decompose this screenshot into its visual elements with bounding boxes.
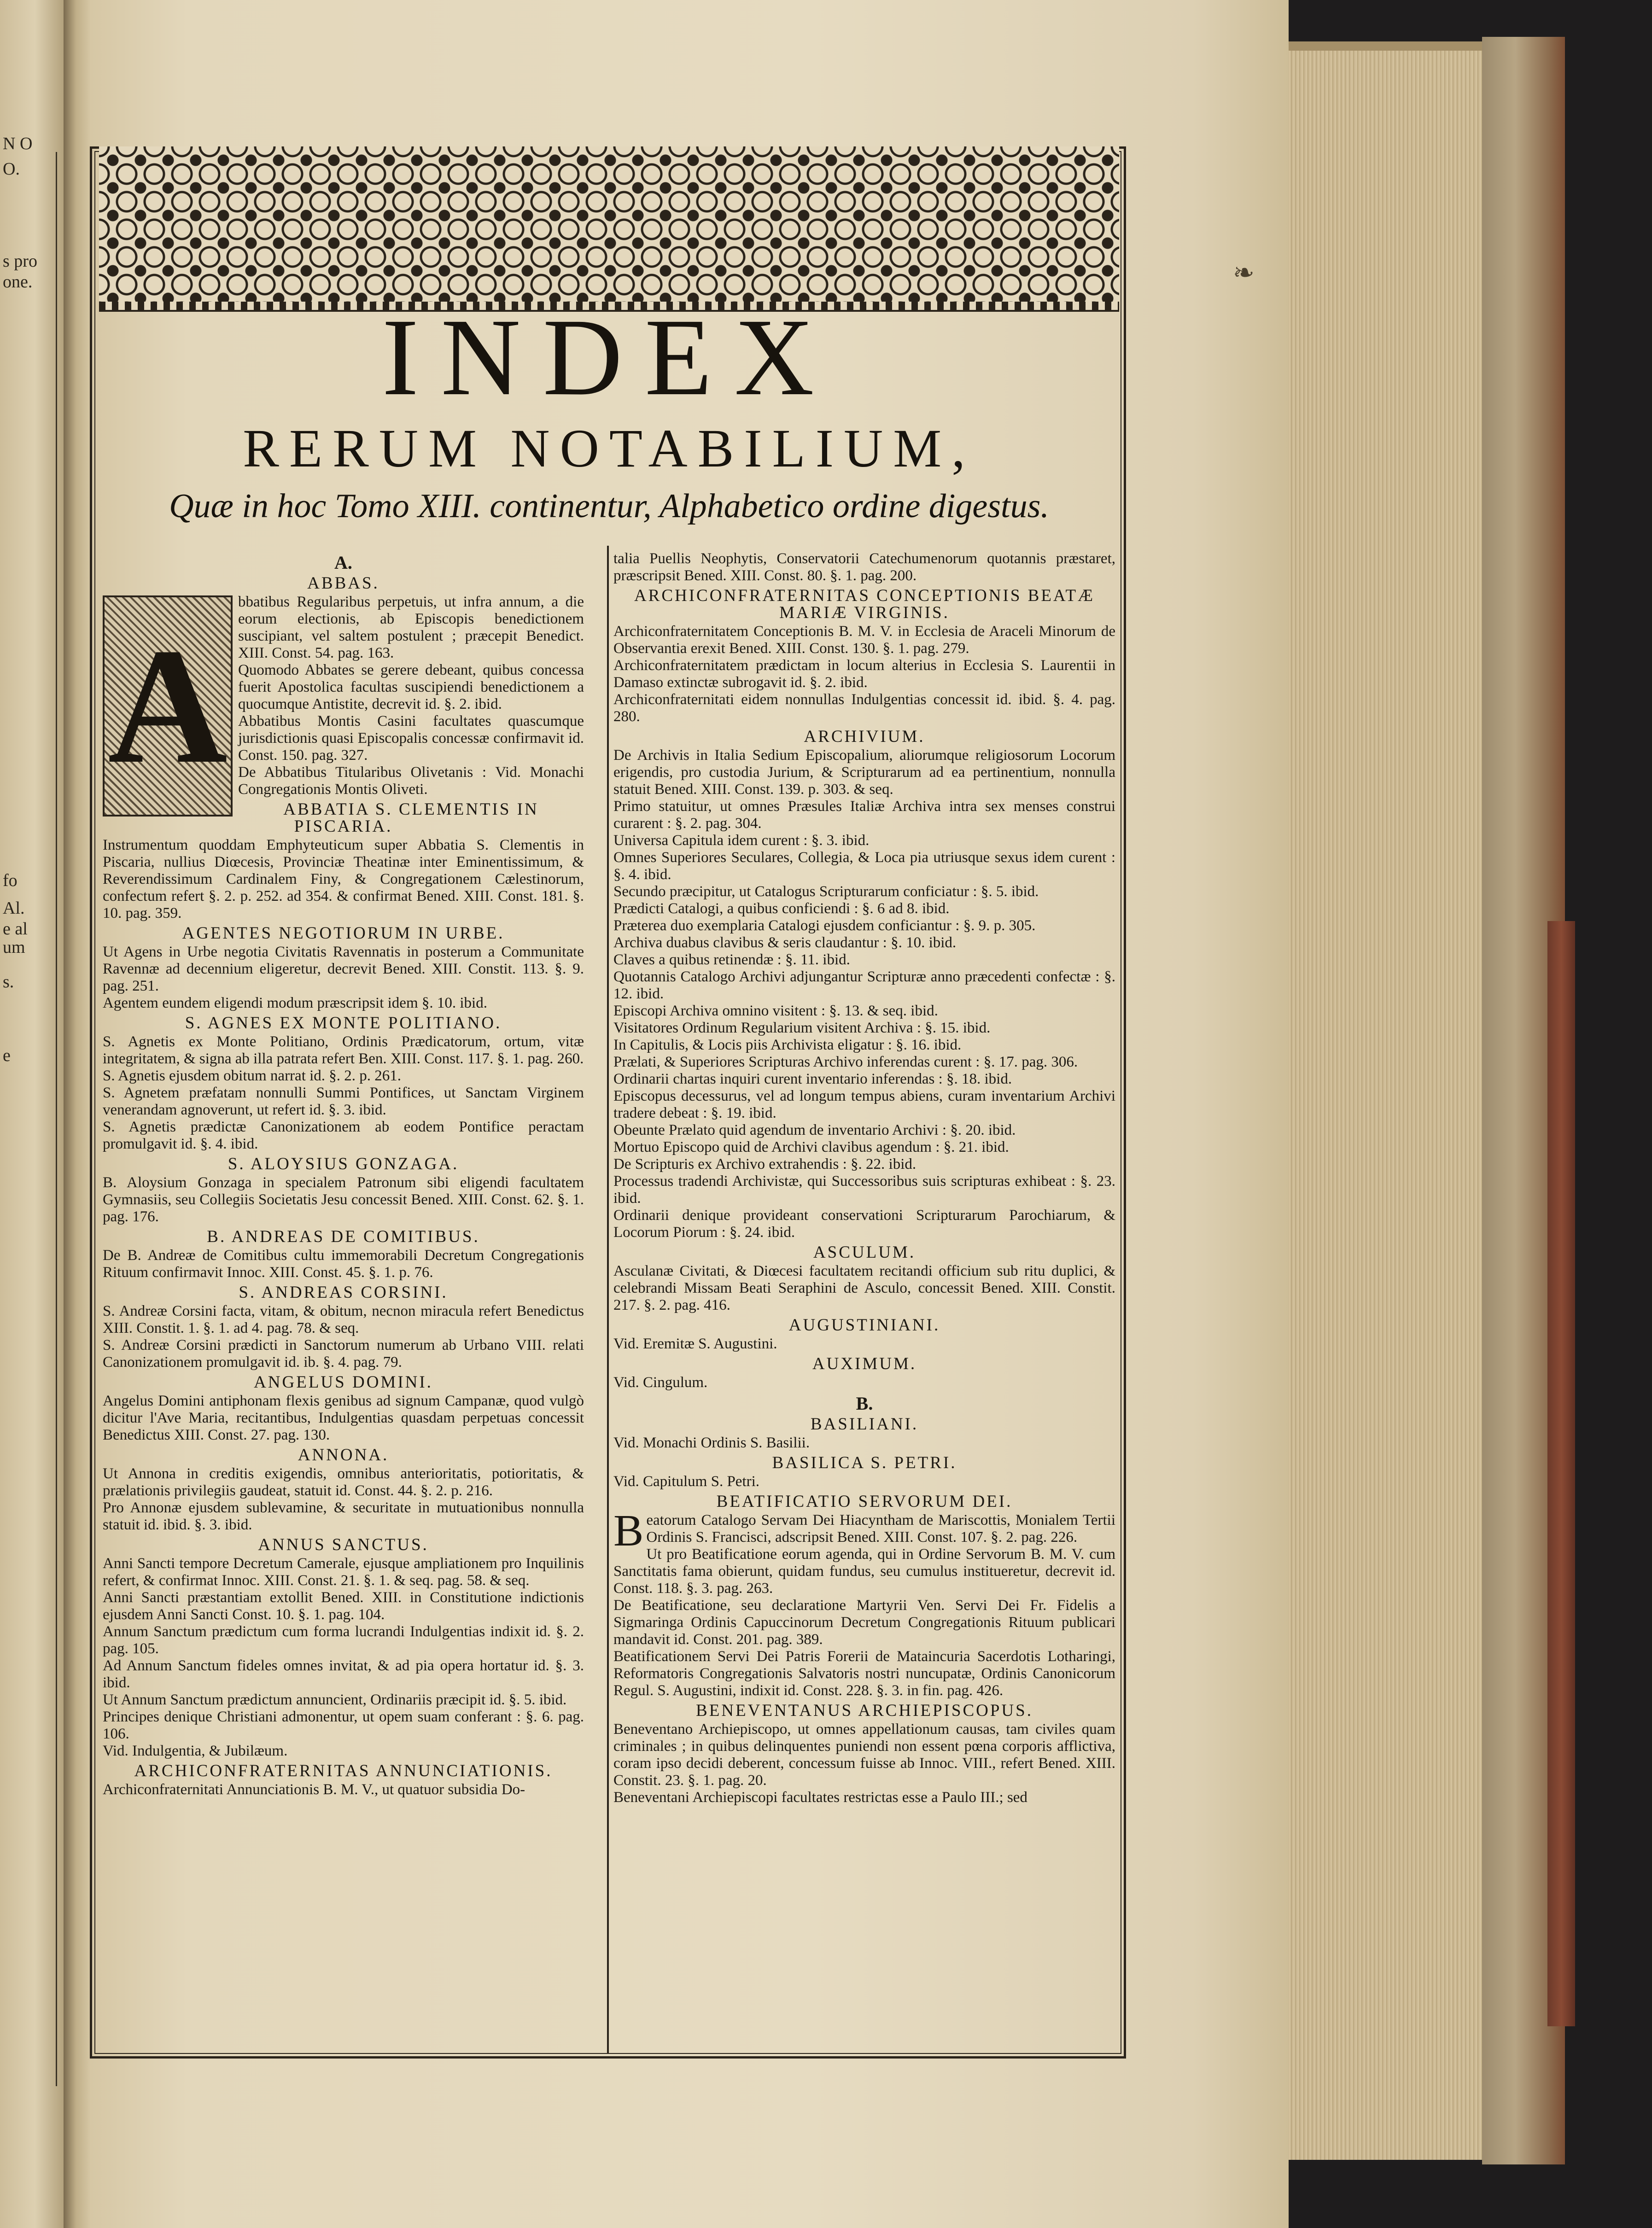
entry-heading: S. ALOYSIUS GONZAGA. — [228, 1155, 459, 1173]
index-entry: Ordinarii denique provideant conservationi Scripturarum Parochiarum, & Locorum Piorum : §. 24. ibid. — [613, 1207, 1115, 1241]
page-description: Quæ in hoc Tomo XIII. continentur, Alphabetico ordine digestus. — [169, 487, 1049, 525]
right-sections-b — [613, 1416, 1115, 1806]
entry-heading: S. ANDREAS CORSINI. — [239, 1283, 448, 1302]
index-entry: S. Agnetis ex Monte Politiano, Ordinis Prædicatorum, ortum, vitæ integritatem, & signa ab illa patrata refert Ben. XIII. Const. 117. §. 1. pag. 260. — [103, 1033, 584, 1067]
book-gutter — [64, 0, 91, 2228]
index-entry: Claves a quibus retinendæ : §. 11. ibid. — [613, 951, 850, 968]
entry-heading: ABBAS. — [307, 574, 379, 593]
index-entry: De Beatificatione, seu declaratione Martyrii Ven. Servi Dei Fr. Fidelis a Sigmaringa Ordinis Capuccinorum Decretum Congregationis Rituum publicari mandavit id. Const. 201. pag. 389. — [613, 1597, 1115, 1648]
index-entry: Beatificationem Servi Dei Patris Forerii de Mataincuria Sacerdotis Lotharingi, Reformatoris Congregationis Salvatoris nostri nuncupatæ, Ordinis Canonicorum Regul. S. Augustini, indixit id. Const. 228. §. 3. in fin. pag. 426. — [613, 1648, 1115, 1699]
index-entry: S. Andreæ Corsini facta, vitam, & obitum, necnon miracula refert Benedictus XIII. Constit. 1. §. 1. ad 4. pag. 78. & seq. — [103, 1303, 584, 1336]
index-entry: Primo statuitur, ut omnes Præsules Italiæ Archiva intra sex menses construi curarent : §. 2. pag. 304. — [613, 798, 1115, 832]
index-entry: S. Agnetis prædictæ Canonizationem ab eodem Pontifice peractam promulgavit id. §. 4. ibid. — [103, 1119, 584, 1152]
index-entry: Archiconfraternitati eidem nonnullas Indulgentias concessit id. ibid. §. 4. pag. 280. — [613, 691, 1115, 725]
index-entry: Universa Capitula idem curent : §. 3. ibid. — [613, 832, 870, 849]
continued-entry: talia Puellis Neophytis, Conservatorii Catechumenorum quotannis præstaret, præscripsit Bened. XIII. Const. 80. §. 1. pag. 200. — [613, 550, 1115, 584]
decorated-initial — [103, 595, 233, 817]
index-entry: De Abbatibus Titularibus Olivetanis : Vid. Monachi Congregationis Montis Oliveti. — [238, 764, 584, 798]
index-entry: Vid. Monachi Ordinis S. Basilii. — [613, 1435, 810, 1451]
index-entry: Instrumentum quoddam Emphyteuticum super Abbatia S. Clementis in Piscaria, nullius Diœcesis, Provinciæ Theatinæ inter Eminentissimum, & Reverendissimum Cardinalem Finy, & Congregationem Cælestinorum, confectum refert §. 2. p. 252. ad 354. & confirmat Bened. XIII. Const. 181. §. 10. pag. 359. — [103, 837, 584, 922]
index-entry: Prædicti Catalogi, a quibus conficiendi : §. 6 ad 8. ibid. — [613, 900, 950, 917]
index-entry: Agentem eundem eligendi modum præscripsit idem §. 10. ibid. — [103, 995, 487, 1011]
entry-heading: BEATIFICATIO SERVORUM DEI. — [716, 1492, 1013, 1511]
left-fragment: fo — [3, 871, 18, 890]
ornamental-headpiece — [99, 146, 1119, 312]
initial-letter: A — [103, 595, 233, 817]
index-entry: Vid. Indulgentia, & Jubilæum. — [103, 1743, 288, 1759]
right-sections-a — [613, 587, 1115, 1391]
index-entry: Anni Sancti tempore Decretum Camerale, ejusque ampliationem pro Inquilinis refert, & confirmat Innoc. XIII. Const. 21. §. 1. & seq. pag. 58. & seq. — [103, 1555, 584, 1589]
index-entry: Beneventano Archiepiscopo, ut omnes appellationum causas, tam civiles quam criminales ; in quibus delinquentes puniendi non essent pœna corporis afflictiva, coram ipso decidi deberent, concessum fuisse ab Innoc. VIII., refert Bened. XIII. Constit. 23. §. 1. pag. 20. — [613, 1721, 1115, 1789]
entry-heading: ABBATIA S. CLEMENTIS IN PISCARIA. — [283, 800, 539, 836]
index-entry: Annum Sanctum prædictum cum forma lucrandi Indulgentias indixit id. §. 2. pag. 105. — [103, 1623, 584, 1657]
left-fragment: O. — [3, 159, 20, 179]
entry-text: eatorum Catalogo Servam Dei Hiacyntham de Mariscottis, Monialem Tertii Ordinis S. Francisci, adscripsit Bened. XIII. Const. 107. §. 2. pag. 226. — [646, 1512, 1115, 1546]
index-entry: Quomodo Abbates se gerere debeant, quibus concessa fuerit Apostolica facultas suscipiendi benedictionem a quocumque Antistite, decrevit id. §. 2. ibid. — [238, 662, 584, 712]
left-page-edge — [0, 0, 64, 2228]
section-letter: A. — [334, 552, 352, 573]
index-entry: Asculanæ Civitati, & Diœcesi facultatem recitandi officium sub ritu duplici, & celebrandi Missam Beati Seraphini de Asculo, concessit Bened. XIII. Constit. 217. §. 2. pag. 416. — [613, 1263, 1115, 1313]
index-entry: Mortuo Episcopo quid de Archivi clavibus agendum : §. 21. ibid. — [613, 1139, 1009, 1155]
index-entry: Episcopi Archiva omnino visitent : §. 13. & seq. ibid. — [613, 1003, 938, 1019]
entry-heading: BENEVENTANUS ARCHIEPISCOPUS. — [696, 1701, 1033, 1720]
index-entry: Ut Agens in Urbe negotia Civitatis Ravennatis in posterum a Communitate Ravennæ ad decennium eligeretur, decrevit Bened. XIII. Constit. 113. §. 9. pag. 251. — [103, 944, 584, 994]
index-entry: Archiconfraternitatem Conceptionis B. M. V. in Ecclesia de Araceli Minorum de Observantia erexit Bened. XIII. Const. 130. §. 1. pag. 279. — [613, 623, 1115, 657]
index-entry: De B. Andreæ de Comitibus cultu immemorabili Decretum Congregationis Rituum confirmavit Innoc. XIII. Const. 45. §. 1. p. 76. — [103, 1247, 584, 1281]
left-sections — [103, 801, 584, 1798]
drop-capital: B — [613, 1506, 644, 1556]
left-fragment: Al. — [3, 898, 25, 918]
index-entry: S. Agnetem præfatam nonnulli Summi Pontifices, ut Sanctam Virginem venerandam agnoverunt, ut refert id. §. 3. ibid. — [103, 1085, 584, 1118]
index-entry: Episcopus decessurus, vel ad longum tempus abiens, curam inventarium Archivi tradere debeat : §. 19. ibid. — [613, 1088, 1115, 1121]
cover-leather — [1547, 921, 1575, 2026]
section-letter-b: B. — [856, 1393, 873, 1414]
entry-heading: ARCHIVIUM. — [804, 727, 925, 746]
index-entry: Prælati, & Superiores Scripturas Archivo inferendas curent : §. 17. pag. 306. — [613, 1054, 1078, 1070]
index-entry — [613, 1506, 1115, 1556]
entry-heading: B. ANDREAS DE COMITIBUS. — [207, 1227, 480, 1246]
entry-heading: AGENTES NEGOTIORUM IN URBE. — [182, 924, 505, 943]
entry-heading: AUXIMUM. — [812, 1354, 917, 1373]
index-entry: Archiconfraternitati Annunciationis B. M. V., ut quatuor subsidia Do- — [103, 1781, 525, 1798]
entry-heading: ARCHICONFRATERNITAS ANNUNCIATIONIS. — [134, 1761, 553, 1780]
index-entry: De Archivis in Italia Sedium Episcopalium, aliorumque religiosorum Locorum erigendis, pro custodia Jurium, & Scripturarum ad ea pertinentium, nonnulla statuit Bened. XIII. Const. 139. p. 303. & seq. — [613, 747, 1115, 798]
index-entry: Vid. Eremitæ S. Augustini. — [613, 1336, 777, 1352]
index-entry: Ut pro Beatificatione eorum agenda, qui in Ordine Servorum B. M. V. cum Sanctitatis fama obierunt, quidam fundus, seu cumulus institueretur, decrevit id. Const. 118. §. 3. pag. 263. — [613, 1546, 1115, 1597]
index-entry: Beneventani Archiepiscopi facultates restrictas esse a Paulo III.; sed — [613, 1789, 1027, 1806]
index-entry: Obeunte Prælato quid agendum de inventario Archivi : §. 20. ibid. — [613, 1122, 1016, 1138]
left-fragment: e — [3, 1046, 11, 1065]
index-entry: bbatibus Regularibus perpetuis, ut infra annum, a die eorum electionis, ab Episcopis benedictionem suscipiant, vel saltem postulent ; præcepit Benedict. XIII. Const. 54. pag. 163. — [238, 594, 584, 661]
index-entry: Vid. Capitulum S. Petri. — [613, 1473, 760, 1490]
index-entry: Processus tradendi Archivistæ, qui Successoribus suis scripturas exhibeat : §. 23. ibid. — [613, 1173, 1115, 1207]
entry-heading: ASCULUM. — [813, 1243, 916, 1262]
entry-heading: AUGUSTINIANI. — [788, 1316, 940, 1335]
page-subtitle: RERUM NOTABILIUM, — [243, 418, 975, 478]
index-entry: Archiconfraternitatem prædictam in locum alterius in Ecclesia S. Laurentii in Damaso extinctæ subrogavit id. §. 2. ibid. — [613, 657, 1115, 691]
index-entry: De Scripturis ex Archivo extrahendis : §. 22. ibid. — [613, 1156, 916, 1172]
index-entry: Omnes Superiores Seculares, Collegia, & Loca pia utriusque sexus idem curent : §. 4. ibid. — [613, 849, 1115, 883]
left-column — [103, 550, 584, 2054]
index-entry: S. Agnetis ejusdem obitum narrat id. §. 2. p. 261. — [103, 1067, 402, 1084]
index-entry: Ordinarii chartas inquiri curent inventario inferendas : §. 18. ibid. — [613, 1071, 1012, 1087]
index-entry: Archiva duabus clavibus & seris claudantur : §. 10. ibid. — [613, 934, 957, 951]
index-entry: S. Andreæ Corsini prædicti in Sanctorum numerum ab Urbano VIII. relati Canonizationem promulgavit id. ib. §. 4. pag. 79. — [103, 1337, 584, 1371]
index-entry: In Capitulis, & Locis piis Archivista eligatur : §. 16. ibid. — [613, 1037, 962, 1053]
left-fragment: s. — [3, 972, 14, 992]
index-entry: Principes denique Christiani admonentur, ut opem suam conferant : §. 6. pag. 106. — [103, 1709, 584, 1742]
column-divider — [607, 546, 609, 2054]
index-entry: Visitatores Ordinum Regularium visitent Archiva : §. 15. ibid. — [613, 1020, 991, 1036]
page-title: INDEX — [382, 296, 836, 418]
index-entry: Præterea duo exemplaria Catalogi ejusdem conficiantur : §. 9. p. 305. — [613, 917, 1036, 934]
left-fragment: e al — [3, 919, 28, 939]
left-fragment: one. — [3, 272, 33, 292]
entry-heading: ANGELUS DOMINI. — [254, 1373, 433, 1392]
index-entry: Pro Annonæ ejusdem sublevamine, & securitate in mutuationibus nonnulla statuit id. ibid. §. 3. ibid. — [103, 1499, 584, 1533]
book-fore-edge — [1289, 51, 1482, 2160]
entry-heading: ARCHICONFRATERNITAS CONCEPTIONIS BEATÆ MARIÆ VIRGINIS. — [634, 586, 1095, 622]
index-entry: Secundo præcipitur, ut Catalogus Scripturarum conficiatur : §. 5. ibid. — [613, 883, 1039, 900]
entry-heading: BASILICA S. PETRI. — [772, 1453, 957, 1472]
left-fragment: N O — [3, 134, 33, 153]
right-column — [613, 550, 1115, 2054]
index-entry: Angelus Domini antiphonam flexis genibus ad signum Campanæ, quod vulgò dicitur l'Ave Maria, recitantibus, Indulgentias quasdam perpetuas concessit Benedictus XIII. Const. 27. pag. 130. — [103, 1393, 584, 1443]
index-entry: Ut Annum Sanctum prædictum annuncient, Ordinariis præcipit id. §. 5. ibid. — [103, 1691, 567, 1708]
left-fragment: um — [3, 938, 25, 957]
index-entry: Vid. Cingulum. — [613, 1374, 708, 1391]
entry-heading: ANNUS SANCTUS. — [258, 1535, 429, 1554]
left-fragment: s pro — [3, 251, 37, 271]
entry-heading: S. AGNES EX MONTE POLITIANO. — [185, 1014, 502, 1032]
entry-heading: BASILIANI. — [810, 1415, 919, 1434]
index-entry: Abbatibus Montis Casini facultates quascumque jurisdictionis quasi Episcopalis concessæ confirmavit id. Const. 150. pag. 327. — [238, 713, 584, 764]
index-entry: Ut Annona in creditis exigendis, omnibus anterioritatis, potioritatis, & prælationis privilegiis gaudeat, statuit id. Const. 44. §. 2. p. 216. — [103, 1465, 584, 1499]
index-entry: Quotannis Catalogo Archivi adjungantur Scripturæ anno præcedenti confectæ : §. 12. ibid. — [613, 968, 1115, 1002]
ornament-mark-icon: ❧ — [1233, 259, 1255, 287]
entry-heading: ANNONA. — [298, 1446, 389, 1464]
index-entry: Anni Sancti præstantiam extollit Bened. XIII. in Constitutione indictionis ejusdem Anni Sancti Const. 10. §. 1. pag. 104. — [103, 1589, 584, 1623]
index-entry: Ad Annum Sanctum fideles omnes invitat, & ad pia opera hortatur id. §. 3. ibid. — [103, 1657, 584, 1691]
index-entry: B. Aloysium Gonzaga in specialem Patronum sibi eligendi facultatem Gymnasiis, seu Collegiis Societatis Jesu concessit Bened. XIII. Const. 62. §. 1. pag. 176. — [103, 1174, 584, 1225]
left-page-rule — [56, 152, 57, 2086]
